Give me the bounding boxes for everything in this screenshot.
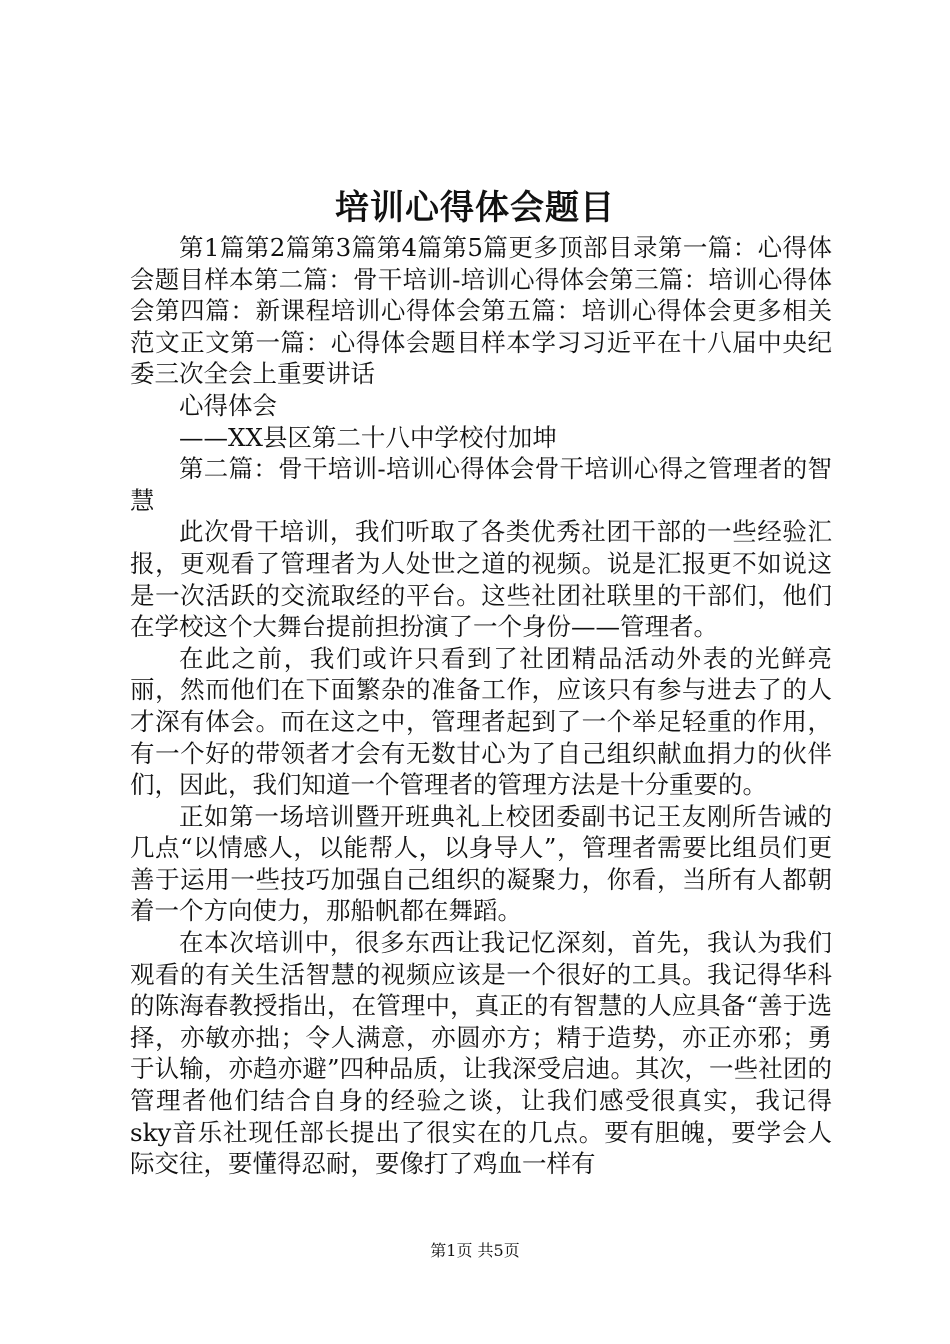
- page-footer: 第1页 共5页: [430, 1241, 520, 1260]
- paragraph: 此次骨干培训，我们听取了各类优秀社团干部的一些经验汇报，更观看了管理者为人处世之道的视频。说是汇报更不如说这是一次活跃的交流取经的平台。这些社团社联里的干部们，他们在学校这个大舞台提前担扮演了一个身份——管理者。: [130, 517, 832, 642]
- paragraph: 正如第一场培训暨开班典礼上校团委副书记王友刚所告诫的几点“以情感人，以能帮人，以身导人”，管理者需要比组员们更善于运用一些技巧加强自己组织的凝聚力，你看，当所有人都朝着一个方向使力，那船帆都在舞蹈。: [130, 801, 832, 926]
- document-body: [130, 232, 832, 1180]
- paragraph: 心得体会: [179, 390, 277, 420]
- paragraph: 第1篇第2篇第3篇第4篇第5篇更多顶部目录第一篇：心得体会题目样本第二篇：骨干培训-培训心得体会第三篇：培训心得体会第四篇：新课程培训心得体会第五篇：培训心得体会更多相关范文正文第一篇：心得体会题目样本学习习近平在十八届中央纪委三次全会上重要讲话: [130, 233, 832, 389]
- document-title: 培训心得体会题目: [335, 188, 615, 228]
- paragraph: 在此之前，我们或许只看到了社团精品活动外表的光鲜亮丽，然而他们在下面繁杂的准备工作，应该只有参与进去了的人才深有体会。而在这之中，管理者起到了一个举足轻重的作用，有一个好的带领者才会有无数甘心为了自己组织献血捐力的伙伴们，因此，我们知道一个管理者的管理方法是十分重要的。: [130, 643, 832, 800]
- paragraph: 在本次培训中，很多东西让我记忆深刻，首先，我认为我们观看的有关生活智慧的视频应该是一个很好的工具。我记得华科的陈海春教授指出，在管理中，真正的有智慧的人应具备“善于选择，亦敏亦拙；令人满意，亦圆亦方；精于造势，亦正亦邪；勇于认输，亦趋亦避”四种品质，让我深受启迪。其次，一些社团的管理者他们结合自身的经验之谈，让我们感受很真实，我记得sky音乐社现任部长提出了很实在的几点。要有胆魄，要学会人际交往，要懂得忍耐，要像打了鸡血一样有: [130, 928, 832, 1179]
- paragraph: ——XX县区第二十八中学校付加坤: [179, 422, 557, 452]
- paragraph: 第二篇：骨干培训-培训心得体会骨干培训心得之管理者的智慧: [130, 454, 832, 515]
